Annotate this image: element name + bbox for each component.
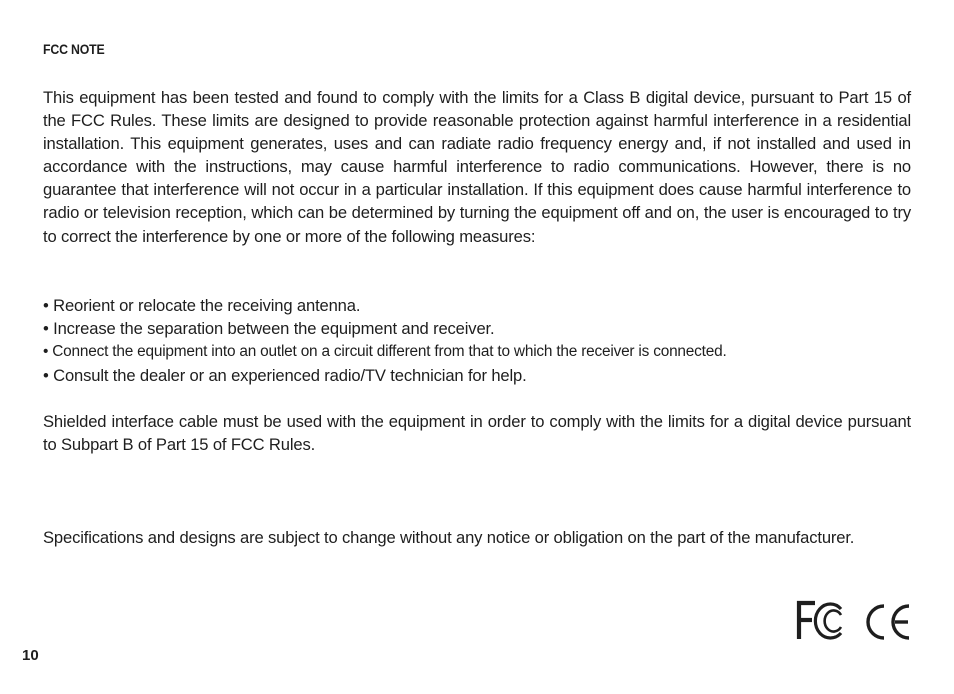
document-page	[43, 0, 911, 694]
fcc-compliance-paragraph: This equipment has been tested and found to comply with the limits for a Class B digital device, pursuant to Part 15 of the FCC Rules. These limits are designed to provide reasonable protection against harmful interference in a residential installation. This equipment generates, uses and can radiate radio frequency energy and, if not installed and used in accordance with the instructions, may cause harmful interference to radio communications. However, there is no guarantee that interference will not occur in a particular installation. If this equipment does cause harmful interference to radio or television reception, which can be determined by turning the equipment off and on, the user is encouraged to try to correct the interference by one or more of the following measures:	[43, 88, 911, 246]
certification-logos	[795, 598, 915, 644]
list-item: • Increase the separation between the equipment and receiver.	[43, 319, 495, 339]
fcc-logo-icon	[799, 603, 841, 639]
ce-mark-icon	[868, 606, 909, 638]
interference-measures-list	[43, 294, 911, 387]
section-heading: FCC NOTE	[43, 41, 105, 57]
list-item: • Connect the equipment into an outlet on a circuit different from that to which the receiver is connected.	[43, 343, 727, 361]
list-item: • Consult the dealer or an experienced radio/TV technician for help.	[43, 365, 527, 385]
page-number: 10	[22, 647, 39, 664]
list-item: • Reorient or relocate the receiving antenna.	[43, 296, 361, 315]
specifications-notice: Specifications and designs are subject to change without any notice or obligation on the part of the manufacturer.	[43, 528, 855, 547]
shielded-cable-paragraph: Shielded interface cable must be used with the equipment in order to comply with the limits for a digital device pursuant to Subpart B of Part 15 of FCC Rules.	[43, 412, 911, 455]
